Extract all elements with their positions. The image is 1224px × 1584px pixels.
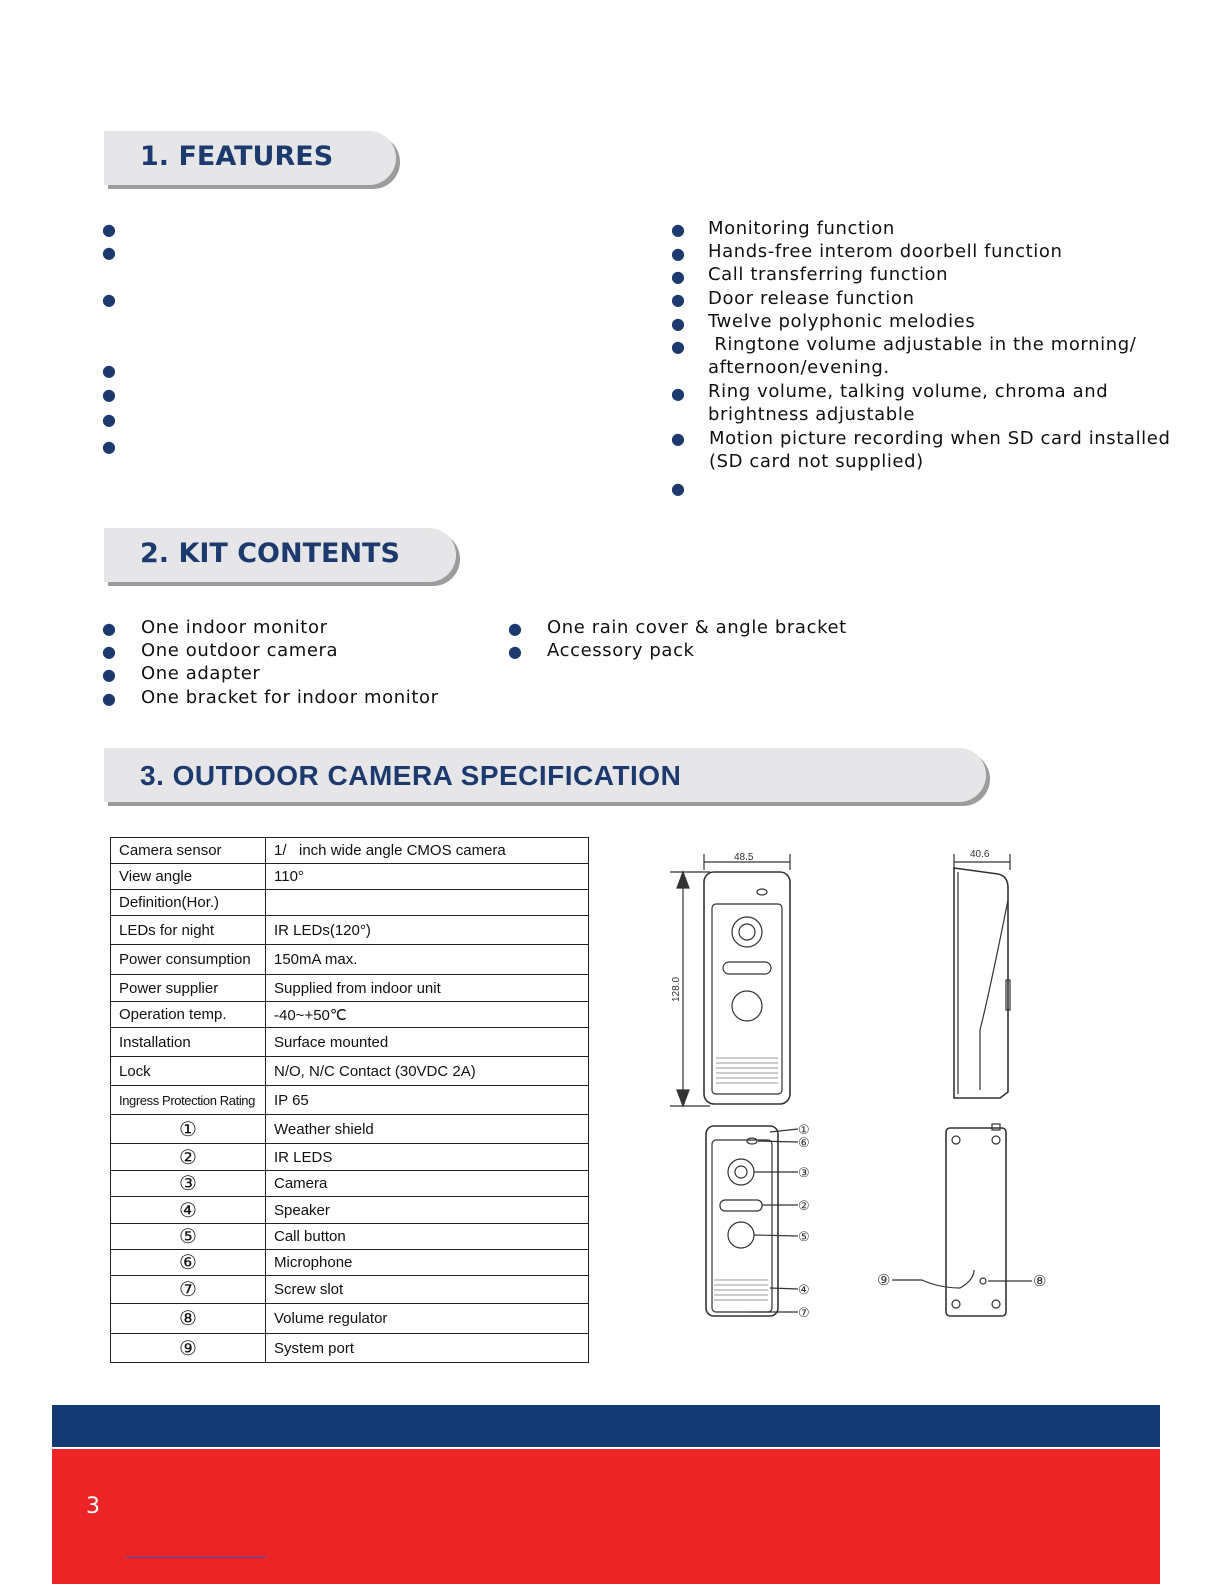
table-row bbox=[111, 975, 589, 1002]
spec-value: IR LEDs(120°) bbox=[266, 916, 589, 945]
section-title: 3. OUTDOOR CAMERA SPECIFICATION bbox=[140, 760, 682, 791]
spec-key: View angle bbox=[111, 864, 266, 890]
spec-key: Camera sensor bbox=[111, 838, 266, 864]
feature-item: Ringtone volume adjustable in the morning/ bbox=[708, 334, 1137, 355]
bullet: ● bbox=[671, 429, 685, 448]
spec-key: ① bbox=[111, 1115, 266, 1144]
spec-key: ⑧ bbox=[111, 1304, 266, 1334]
spec-value: Surface mounted bbox=[266, 1028, 589, 1057]
feature-item: Motion picture recording when SD card installed bbox=[709, 428, 1171, 449]
bullet: ● bbox=[671, 244, 685, 263]
table-row bbox=[111, 1334, 589, 1363]
spec-value: Speaker bbox=[266, 1197, 589, 1224]
footer-red-band bbox=[52, 1449, 1160, 1584]
table-row bbox=[111, 945, 589, 975]
bullet: ● bbox=[102, 437, 116, 456]
section-title: 2. KIT CONTENTS bbox=[140, 538, 400, 569]
bullet: ● bbox=[508, 619, 522, 638]
callout-camera: ③ bbox=[798, 1165, 810, 1180]
feature-item: Monitoring function bbox=[708, 218, 895, 239]
table-row bbox=[111, 916, 589, 945]
bullet: ● bbox=[508, 642, 522, 661]
spec-value: 150mA max. bbox=[266, 945, 589, 975]
section-header-kit-contents bbox=[104, 528, 456, 582]
table-row bbox=[111, 1304, 589, 1334]
spec-value: Volume regulator bbox=[266, 1304, 589, 1334]
spec-key: ⑦ bbox=[111, 1276, 266, 1304]
feature-item-cont: afternoon/evening. bbox=[708, 357, 890, 378]
spec-value: 1/ inch wide angle CMOS camera bbox=[266, 838, 589, 864]
table-row bbox=[111, 1086, 589, 1115]
kit-item: Accessory pack bbox=[547, 640, 695, 661]
footer-blue-band bbox=[52, 1405, 1160, 1447]
bullet: ● bbox=[671, 290, 685, 309]
bullet: ● bbox=[671, 314, 685, 333]
callout-screw-slot: ⑦ bbox=[798, 1305, 810, 1320]
spec-table bbox=[110, 837, 589, 1363]
spec-value: Microphone bbox=[266, 1250, 589, 1276]
spec-key: Power consumption bbox=[111, 945, 266, 975]
kit-item: One bracket for indoor monitor bbox=[141, 687, 439, 708]
spec-value: IR LEDS bbox=[266, 1144, 589, 1171]
table-row bbox=[111, 890, 589, 916]
spec-key: ⑥ bbox=[111, 1250, 266, 1276]
callout-microphone: ⑥ bbox=[798, 1135, 810, 1150]
table-row bbox=[111, 1224, 589, 1250]
bullet: ● bbox=[102, 243, 116, 262]
feature-item: Hands-free interom doorbell function bbox=[708, 241, 1063, 262]
page-number: 3 bbox=[86, 1494, 100, 1519]
bullet: ● bbox=[102, 290, 116, 309]
footer-link-underline bbox=[126, 1557, 266, 1558]
callout-weather-shield: ① bbox=[798, 1122, 810, 1137]
section-title: 1. FEATURES bbox=[140, 141, 334, 172]
kit-item: One indoor monitor bbox=[141, 617, 328, 638]
feature-item: Door release function bbox=[708, 288, 915, 309]
bullet: ● bbox=[102, 385, 116, 404]
front-view-drawing bbox=[670, 854, 790, 1106]
callout-ir-leds: ② bbox=[798, 1198, 810, 1213]
spec-key: ⑤ bbox=[111, 1224, 266, 1250]
table-row bbox=[111, 864, 589, 890]
spec-value: Supplied from indoor unit bbox=[266, 975, 589, 1002]
spec-key: ② bbox=[111, 1144, 266, 1171]
bullet: ● bbox=[102, 665, 116, 684]
spec-value: Screw slot bbox=[266, 1276, 589, 1304]
spec-value: IP 65 bbox=[266, 1086, 589, 1115]
spec-key: ③ bbox=[111, 1171, 266, 1197]
table-row bbox=[111, 1197, 589, 1224]
spec-key: Definition(Hor.) bbox=[111, 890, 266, 916]
spec-value: N/O, N/C Contact (30VDC 2A) bbox=[266, 1057, 589, 1086]
front-callout-drawing bbox=[706, 1126, 798, 1316]
spec-value: Weather shield bbox=[266, 1115, 589, 1144]
feature-item: Call transferring function bbox=[708, 264, 949, 285]
section-header-specification bbox=[104, 748, 986, 802]
spec-value: -40~+50℃ bbox=[266, 1002, 589, 1028]
kit-item: One outdoor camera bbox=[141, 640, 339, 661]
spec-key: LEDs for night bbox=[111, 916, 266, 945]
bullet: ● bbox=[671, 384, 685, 403]
bullet: ● bbox=[671, 267, 685, 286]
feature-item: Twelve polyphonic melodies bbox=[708, 311, 976, 332]
kit-item: One rain cover & angle bracket bbox=[547, 617, 847, 638]
bullet: ● bbox=[102, 220, 116, 239]
bullet: ● bbox=[671, 220, 685, 239]
spec-value: 110° bbox=[266, 864, 589, 890]
spec-key: Ingress Protection Rating bbox=[111, 1086, 266, 1115]
dimension-height: 128.0 bbox=[671, 976, 682, 1002]
spec-key: Lock bbox=[111, 1057, 266, 1086]
feature-item-cont: (SD card not supplied) bbox=[709, 451, 924, 472]
bullet: ● bbox=[671, 479, 685, 498]
table-row bbox=[111, 1144, 589, 1171]
spec-value: Camera bbox=[266, 1171, 589, 1197]
spec-key: Power supplier bbox=[111, 975, 266, 1002]
back-view-drawing bbox=[892, 1124, 1032, 1316]
spec-value: Call button bbox=[266, 1224, 589, 1250]
bullet: ● bbox=[671, 337, 685, 356]
bullet: ● bbox=[102, 689, 116, 708]
table-row bbox=[111, 1171, 589, 1197]
spec-key: ⑨ bbox=[111, 1334, 266, 1363]
feature-item-cont: brightness adjustable bbox=[708, 404, 916, 425]
callout-system-port: ⑨ bbox=[877, 1272, 891, 1289]
spec-key: ④ bbox=[111, 1197, 266, 1224]
dimension-width-side: 40.6 bbox=[970, 849, 990, 860]
feature-item: Ring volume, talking volume, chroma and bbox=[708, 381, 1109, 402]
spec-key: Installation bbox=[111, 1028, 266, 1057]
table-row bbox=[111, 1115, 589, 1144]
table-row bbox=[111, 1002, 589, 1028]
dimension-width-front: 48.5 bbox=[734, 852, 754, 863]
kit-item: One adapter bbox=[141, 663, 261, 684]
table-row bbox=[111, 1276, 589, 1304]
table-row bbox=[111, 838, 589, 864]
section-header-features bbox=[104, 131, 396, 185]
spec-value bbox=[266, 890, 589, 916]
callout-speaker: ④ bbox=[798, 1282, 810, 1297]
bullet: ● bbox=[102, 410, 116, 429]
callout-call-button: ⑤ bbox=[798, 1229, 810, 1244]
bullet: ● bbox=[102, 642, 116, 661]
bullet: ● bbox=[102, 619, 116, 638]
side-view-drawing bbox=[954, 854, 1010, 1098]
spec-key: Operation temp. bbox=[111, 1002, 266, 1028]
bullet: ● bbox=[102, 361, 116, 380]
callout-volume-regulator: ⑧ bbox=[1033, 1273, 1047, 1290]
camera-diagrams bbox=[640, 840, 1080, 1340]
table-row bbox=[111, 1057, 589, 1086]
table-row bbox=[111, 1028, 589, 1057]
spec-value: System port bbox=[266, 1334, 589, 1363]
table-row bbox=[111, 1250, 589, 1276]
